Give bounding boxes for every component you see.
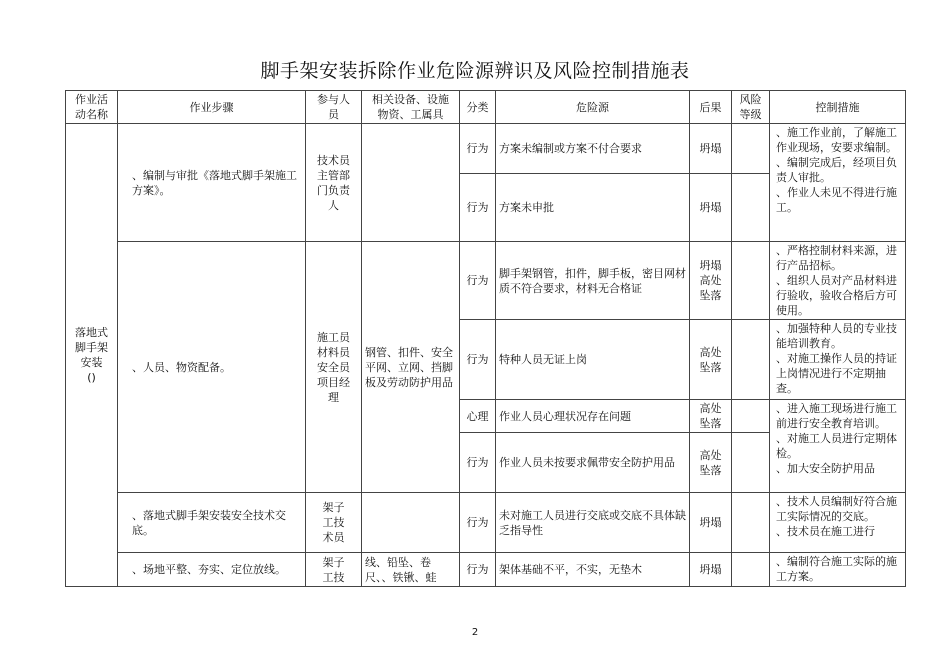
header-hazard: 危险源 [496, 91, 690, 124]
control-measures-cell: 、加强特种人员的专业技能培训教育。 、对施工操作人员的持证上岗情况进行不定期抽查。 [770, 320, 906, 400]
step-cell: 、人员、物资配备。 [118, 242, 306, 493]
equipment-cell [362, 493, 460, 553]
category-cell: 行为 [460, 553, 496, 587]
risk-level-cell [732, 400, 770, 433]
activity-name-cell: 落地式 脚手架 安装 () [66, 124, 118, 587]
consequence-cell: 高处 坠落 [690, 320, 732, 400]
category-cell: 行为 [460, 433, 496, 493]
control-measures-cell: 、编制符合施工实际的施工方案。 [770, 553, 906, 587]
consequence-cell: 坍塌 [690, 493, 732, 553]
header-step: 作业步骤 [118, 91, 306, 124]
risk-level-cell [732, 320, 770, 400]
hazard-cell: 方案未编制或方案不付合要求 [496, 124, 690, 174]
header-activity: 作业活 动名称 [66, 91, 118, 124]
table-row [66, 553, 906, 587]
page-title: 脚手架安装拆除作业危险源辨识及风险控制措施表 [260, 60, 690, 82]
category-cell: 行为 [460, 242, 496, 320]
hazard-cell: 作业人员心理状况存在问题 [496, 400, 690, 433]
table-row [66, 124, 906, 174]
consequence-cell: 坍塌 [690, 124, 732, 174]
header-control: 控制措施 [770, 91, 906, 124]
header-consequence: 后果 [690, 91, 732, 124]
consequence-cell: 高处 坠落 [690, 433, 732, 493]
equipment-cell: 线、铅坠、卷尺、、铁锹、蛙 [362, 553, 460, 587]
header-category: 分类 [460, 91, 496, 124]
header-participant: 参与人 员 [306, 91, 362, 124]
category-cell: 行为 [460, 174, 496, 242]
equipment-cell [362, 124, 460, 242]
participants-cell: 施工员 材料员 安全员 项目经 理 [306, 242, 362, 493]
step-cell: 、场地平整、夯实、定位放线。 [118, 553, 306, 587]
hazard-cell: 脚手架钢管，扣件，脚手板，密目网材质不符合要求，材料无合格证 [496, 242, 690, 320]
header-risk-level: 风险 等级 [732, 91, 770, 124]
risk-level-cell [732, 242, 770, 320]
equipment-cell: 钢管、扣件、安全平网、立网、挡脚板及劳动防护用品 [362, 242, 460, 493]
participants-cell: 技术员 主管部 门负责 人 [306, 124, 362, 242]
category-cell: 心理 [460, 400, 496, 433]
hazard-cell: 未对施工人员进行交底或交底不具体缺乏指导性 [496, 493, 690, 553]
consequence-cell: 坍塌 [690, 174, 732, 242]
step-cell: 、编制与审批《落地式脚手架施工方案》。 [118, 124, 306, 242]
control-measures-cell: 、进入施工现场进行施工前进行安全教育培训。 、对施工人员进行定期体检。 、加大安全防护用品 [770, 400, 906, 493]
hazard-cell: 方案未申批 [496, 174, 690, 242]
hazard-table [65, 90, 906, 587]
table-row [66, 493, 906, 553]
consequence-cell: 坍塌 [690, 553, 732, 587]
hazard-cell: 架体基础不平，不实，无垫木 [496, 553, 690, 587]
risk-level-cell [732, 174, 770, 242]
consequence-cell: 坍塌 高处 坠落 [690, 242, 732, 320]
category-cell: 行为 [460, 493, 496, 553]
category-cell: 行为 [460, 320, 496, 400]
header-row [66, 91, 906, 124]
hazard-cell: 特种人员无证上岗 [496, 320, 690, 400]
participants-cell: 架子 工技 术员 [306, 493, 362, 553]
risk-level-cell [732, 493, 770, 553]
header-equipment: 相关设备、设施 物资、工属具 [362, 91, 460, 124]
risk-level-cell [732, 553, 770, 587]
control-measures-cell: 、技术人员编制好符合施工实际情况的交底。 、技术员在施工进行 [770, 493, 906, 553]
category-cell: 行为 [460, 124, 496, 174]
table-row [66, 242, 906, 320]
page-number: 2 [471, 627, 479, 638]
consequence-cell: 高处 坠落 [690, 400, 732, 433]
risk-level-cell [732, 124, 770, 174]
control-measures-cell: 、施工作业前，了解施工作业现场，安要求编制。 、编制完成后，经项目负责人审批。 、作业人未见不得进行施工。 [770, 124, 906, 242]
step-cell: 、落地式脚手架安装安全技术交底。 [118, 493, 306, 553]
hazard-cell: 作业人员未按要求佩带安全防护用品 [496, 433, 690, 493]
control-measures-cell: 、严格控制材料来源，进行产品招标。 、组织人员对产品材料进行验收，验收合格后方可使用。 [770, 242, 906, 320]
participants-cell: 架子 工技 [306, 553, 362, 587]
risk-level-cell [732, 433, 770, 493]
